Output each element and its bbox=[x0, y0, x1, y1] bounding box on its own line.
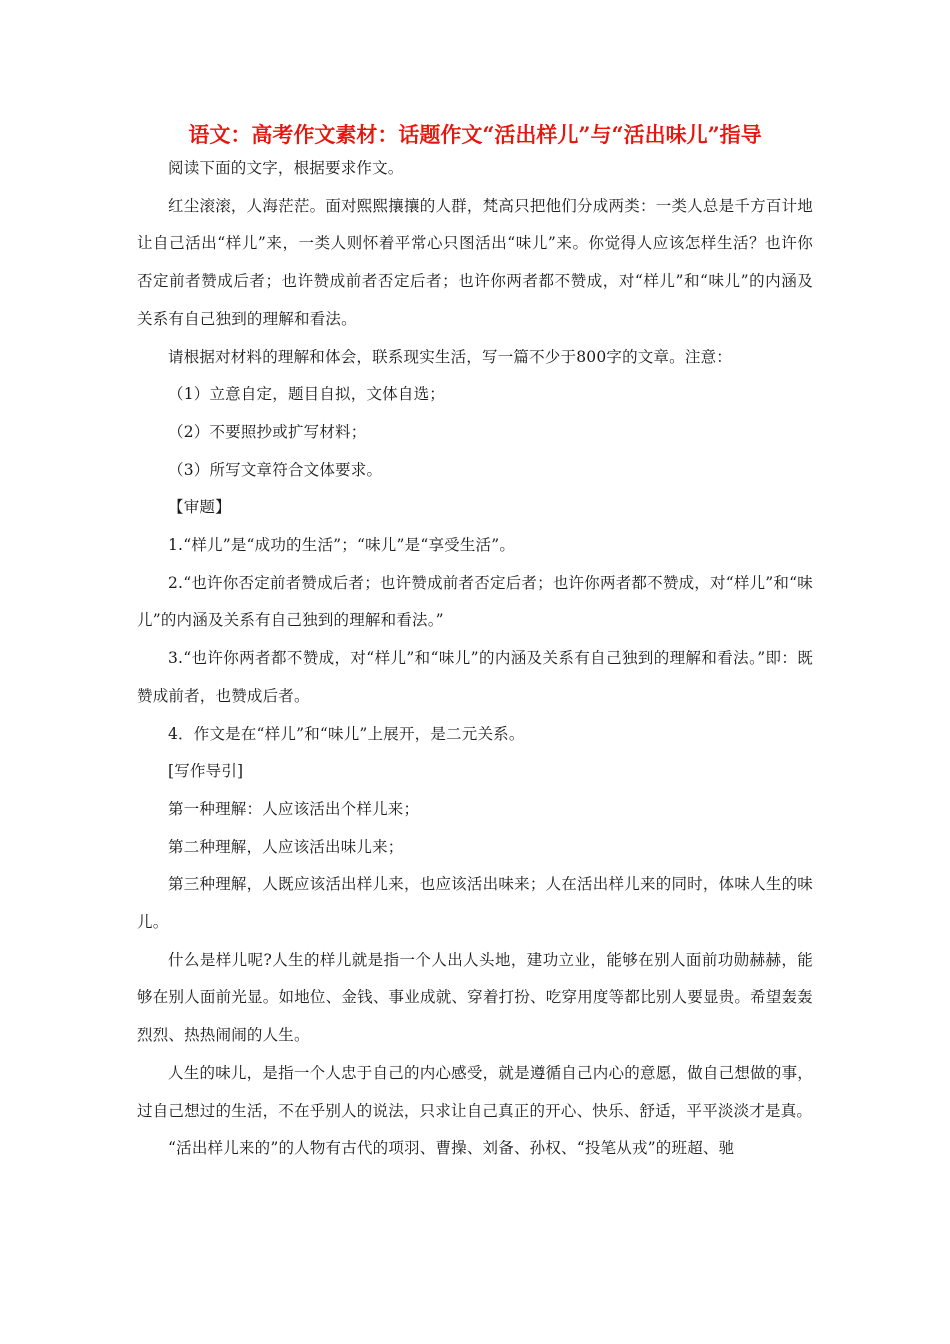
paragraph-yanger: 什么是样儿呢?人生的样儿就是指一个人出人头地，建功立业，能够在别人面前功勋赫赫，能够在别人面前光显。如地位、金钱、事业成就、穿着打扮、吃穿用度等都比别人要显贵。希望轰轰烈烈、热热闹闹的人生。 bbox=[137, 950, 813, 1045]
paragraph-requirement: 请根据对材料的理解和体会，联系现实生活，写一篇不少于800字的文章。注意： bbox=[168, 347, 732, 366]
document-page bbox=[137, 120, 813, 1168]
paragraph-review-4: 4．作文是在“样儿”和“味儿”上展开，是二元关系。 bbox=[168, 724, 525, 743]
paragraph-material: 红尘滚滚，人海茫茫。面对熙熙攘攘的人群，梵高只把他们分成两类：一类人总是千方百计地让自己活出“样儿”来，一类人则怀着平常心只图活出“味儿”来。你觉得人应该怎样生活？也许你否定前者赞成后者；也许赞成前者否定后者；也许你两者都不赞成，对“样儿”和“味儿”的内涵及关系有自己独到的理解和看法。 bbox=[137, 196, 813, 328]
paragraph-note-3: （3）所写文章符合文体要求。 bbox=[168, 460, 383, 479]
paragraph-weier: 人生的味儿，是指一个人忠于自己的内心感受，就是遵循自己内心的意愿，做自己想做的事，过自己想过的生活，不在乎别人的说法，只求让自己真正的开心、快乐、舒适，平平淡淡才是真。 bbox=[137, 1063, 813, 1120]
paragraph-review-1: 1.“样儿”是“成功的生活”；“味儿”是“享受生活”。 bbox=[168, 536, 516, 555]
paragraph-review-2: 2.“也许你否定前者赞成后者；也许赞成前者否定后者；也许你两者都不赞成，对“样儿”和“味儿”的内涵及关系有自己独到的理解和看法。” bbox=[137, 573, 813, 630]
document-title: 语文：高考作文素材：话题作文“活出样儿”与“活出味儿”指导 bbox=[188, 122, 762, 147]
paragraph-note-2: （2）不要照抄或扩写材料； bbox=[168, 422, 367, 441]
paragraph-guide-1: 第一种理解：人应该活出个样儿来； bbox=[168, 799, 420, 818]
paragraph-review-3: 3.“也许你两者都不赞成，对“样儿”和“味儿”的内涵及关系有自己独到的理解和看法。”即：既赞成前者，也赞成后者。 bbox=[137, 649, 813, 705]
paragraph-instruction: 阅读下面的文字，根据要求作文。 bbox=[168, 159, 404, 177]
paragraph-guide-2: 第二种理解，人应该活出味儿来； bbox=[168, 837, 404, 856]
section-heading-guide: [写作导引] bbox=[168, 762, 244, 781]
paragraph-examples: “活出样儿来的”的人物有古代的项羽、曹操、刘备、孙权、“投笔从戎”的班超、驰 bbox=[168, 1139, 735, 1158]
document-body bbox=[137, 150, 813, 1168]
paragraph-note-1: （1）立意自定，题目自拟，文体自选； bbox=[168, 385, 445, 404]
section-heading-review: 【审题】 bbox=[168, 498, 231, 517]
paragraph-guide-3: 第三种理解，人既应该活出样儿来，也应该活出味来；人在活出样儿来的同时，体味人生的味儿。 bbox=[137, 875, 813, 932]
